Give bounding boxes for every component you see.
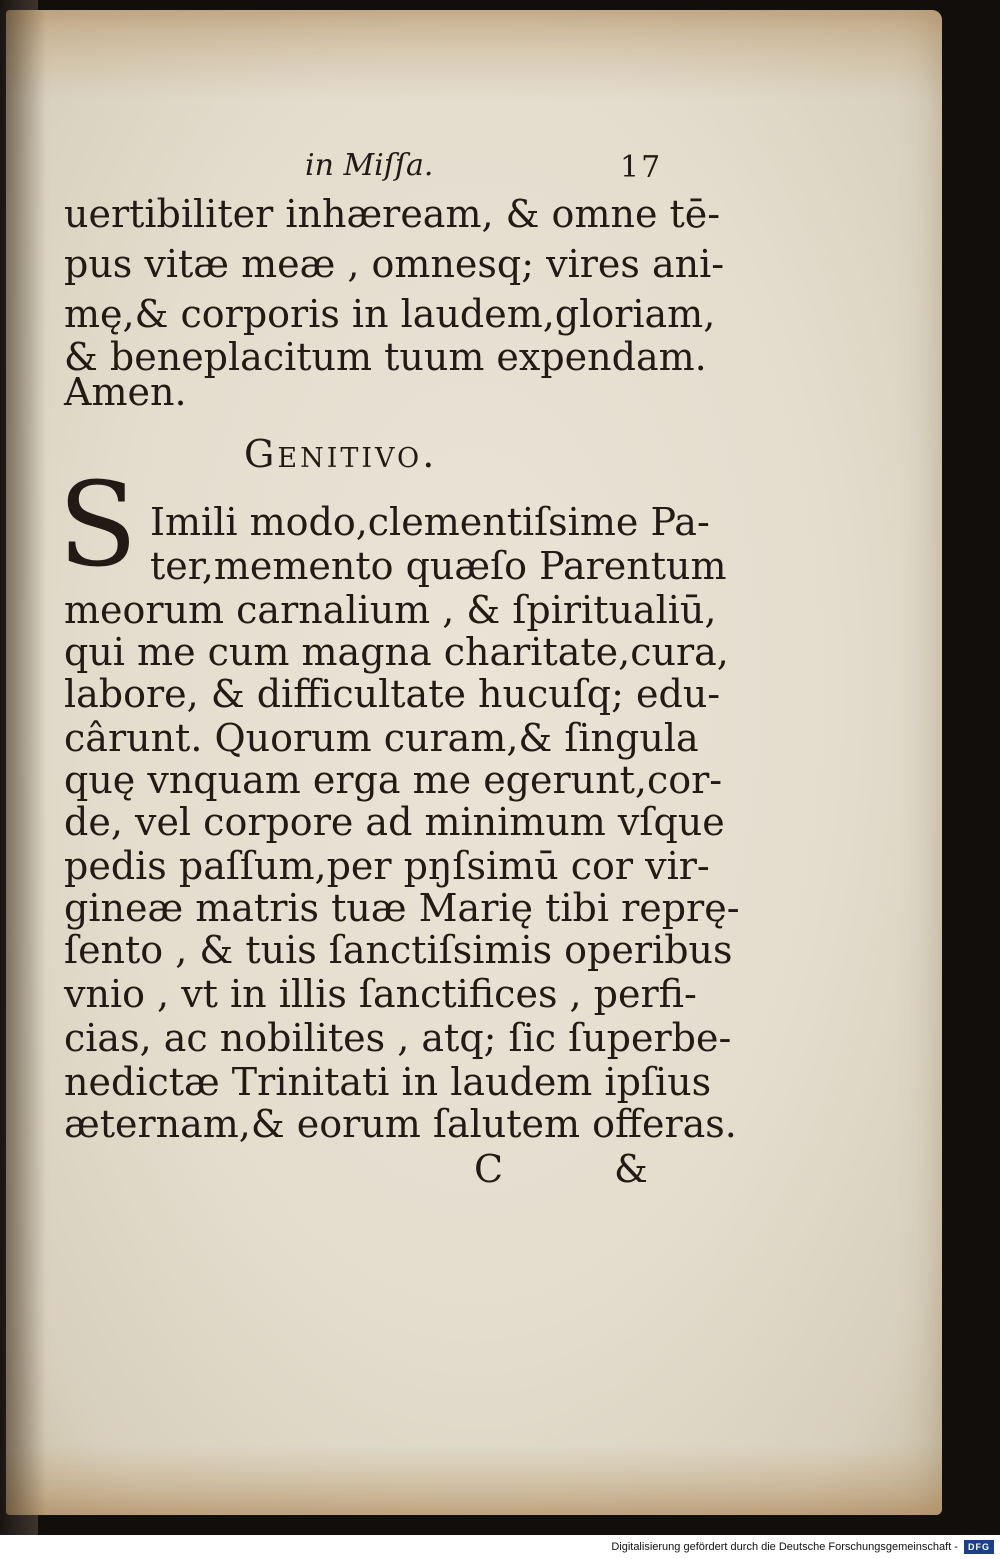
funding-credit: Digitalisierung gefördert durch die Deutsche Forschungsgemeinschaft - xyxy=(611,1541,958,1553)
text-line: & beneplacitum tuum expendam. xyxy=(64,335,707,379)
text-line: ſento , & tuis ſanctiſsimis operibus xyxy=(64,928,733,972)
text-line: Amen. xyxy=(64,370,187,414)
text-line: Imili modo,clementiſsime Pa- xyxy=(150,500,710,544)
text-line: qui me cum magna charitate,cura, xyxy=(64,630,729,674)
text-line: labore, & difficultate hucuſq; edu- xyxy=(64,672,721,716)
text-line: de, vel corpore ad minimum vſque xyxy=(64,800,725,844)
text-line: uertibiliter inhæream, & omne tē- xyxy=(64,192,721,236)
text-line: nedictæ Trinitati in laudem ipſius xyxy=(64,1060,712,1104)
text-line: pus vitæ meæ , omnesq; vires ani- xyxy=(64,242,725,286)
catchword: & xyxy=(614,1147,648,1191)
text-line: meorum carnalium , & ſpiritualiū, xyxy=(64,588,717,632)
section-heading: Genitivo. xyxy=(244,432,438,476)
text-line: quę vnquam erga me egerunt,cor- xyxy=(64,758,723,802)
signature-mark: C xyxy=(474,1147,504,1191)
drop-cap: S xyxy=(58,458,138,593)
text-line: ter,memento quæſo Parentum xyxy=(150,544,727,588)
page-number: 17 xyxy=(620,150,663,185)
dfg-logo: DFG xyxy=(964,1540,994,1554)
gutter-shadow xyxy=(6,10,46,1515)
text-line: vnio , vt in illis ſanctifices , perfi- xyxy=(64,972,697,1016)
text-line: mę,& corporis in laudem,gloriam, xyxy=(64,292,716,336)
running-head: in Miſſa. xyxy=(305,148,434,183)
text-line: gineæ matris tuæ Marię tibi reprę- xyxy=(64,886,740,930)
text-line: æternam,& eorum ſalutem offeras. xyxy=(64,1102,737,1146)
text-line: cârunt. Quorum curam,& ſingula xyxy=(64,716,699,760)
text-line: cias, ac nobilites , atq; ſic ſuperbe- xyxy=(64,1016,732,1060)
text-line: pedis paſſum,per pŋſsimū cor vir- xyxy=(64,844,710,888)
